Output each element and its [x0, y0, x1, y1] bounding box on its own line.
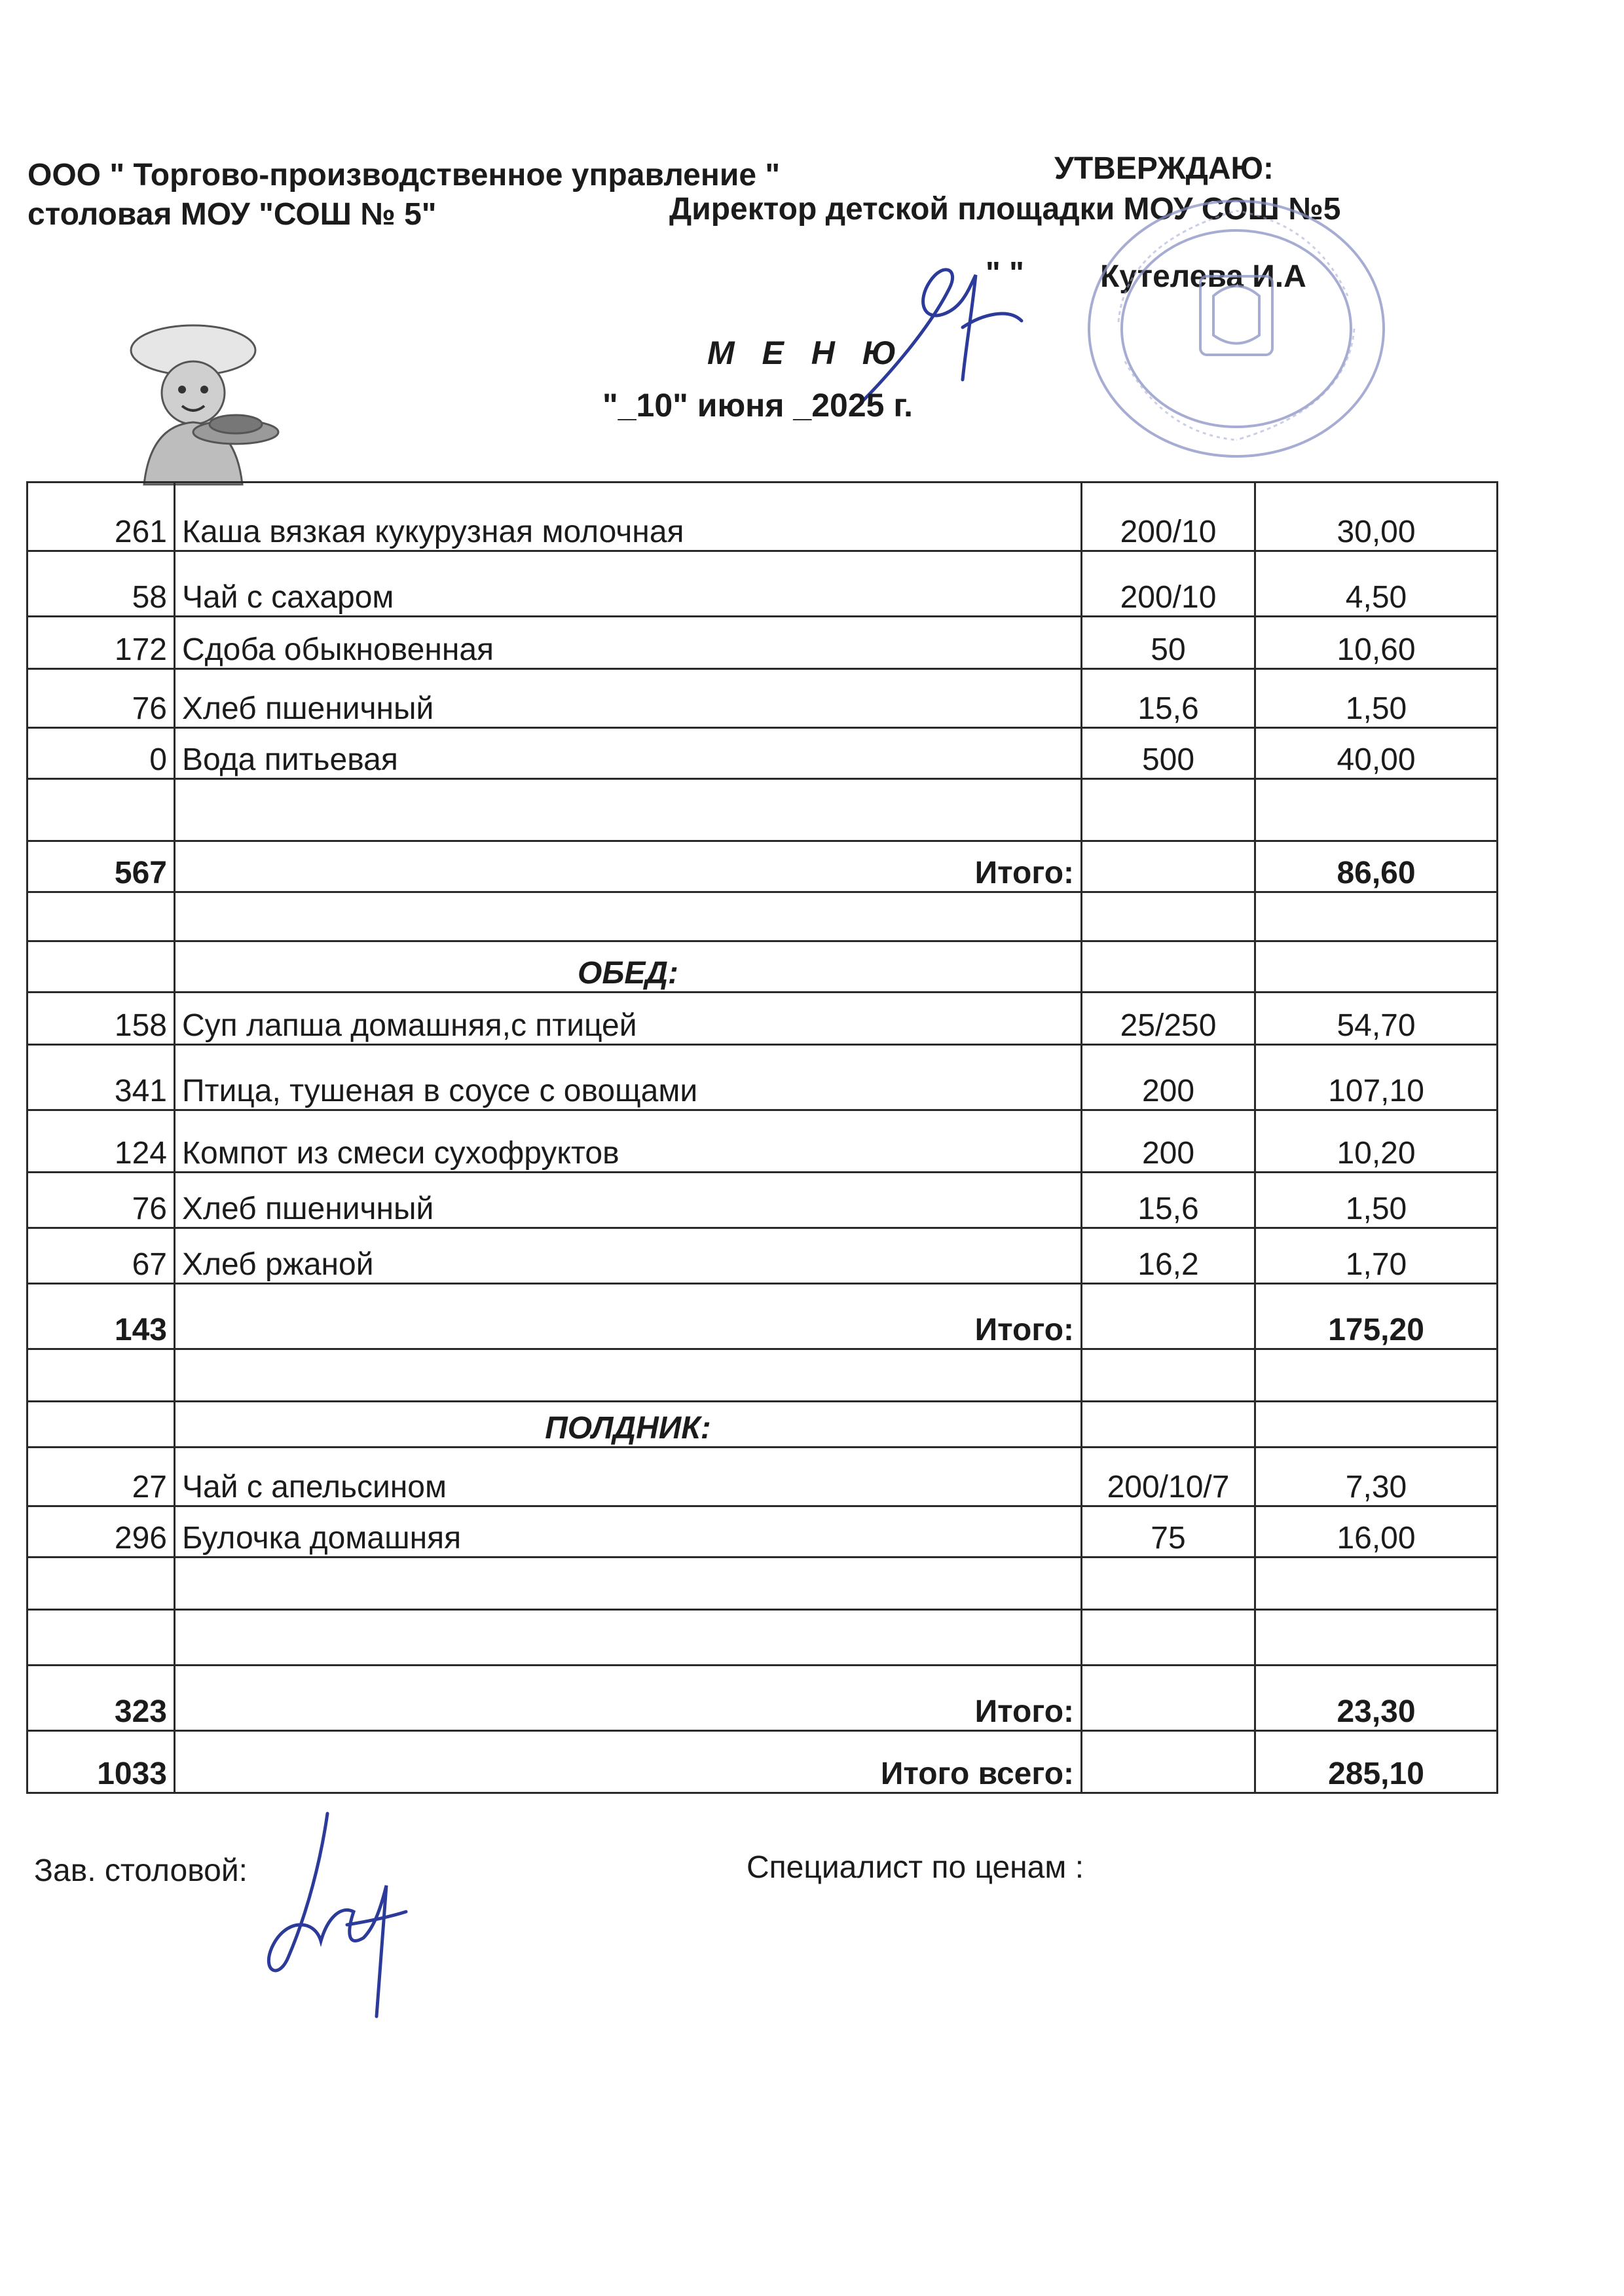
dish-code: 158: [28, 993, 175, 1045]
table-row: [28, 1228, 1498, 1284]
snack-total-row: [28, 1666, 1498, 1731]
menu-title: М Е Н Ю: [707, 335, 906, 371]
dish-weight: 200: [1082, 1045, 1255, 1110]
grand-total-code: 1033: [28, 1731, 175, 1793]
dish-code: 124: [28, 1110, 175, 1173]
dish-price: 10,20: [1255, 1110, 1498, 1173]
section-heading-row: [28, 1402, 1498, 1448]
dish-price: 4,50: [1255, 551, 1498, 617]
dish-name: Компот из смеси сухофруктов: [175, 1110, 1082, 1173]
dish-price: 1,70: [1255, 1228, 1498, 1284]
dish-code: 296: [28, 1506, 175, 1558]
dish-name: Сдоба обыкновенная: [175, 617, 1082, 669]
dish-weight: 200/10: [1082, 551, 1255, 617]
canteen-head-signature: [249, 1807, 419, 2023]
table-row: [28, 669, 1498, 728]
total-code: 323: [28, 1666, 175, 1731]
dish-code: 67: [28, 1228, 175, 1284]
table-row: [28, 1448, 1498, 1506]
dish-name: Хлеб пшеничный: [175, 1173, 1082, 1228]
dish-name: Суп лапша домашняя,с птицей: [175, 993, 1082, 1045]
dish-price: 54,70: [1255, 993, 1498, 1045]
dish-price: 107,10: [1255, 1045, 1498, 1110]
table-row: [28, 993, 1498, 1045]
table-row: [28, 1173, 1498, 1228]
dish-price: 1,50: [1255, 1173, 1498, 1228]
table-row: [28, 483, 1498, 551]
approval-label: УТВЕРЖДАЮ:: [1054, 151, 1274, 186]
menu-table: [26, 481, 1498, 1794]
menu-date: "_10" июня _2025 г.: [602, 387, 913, 424]
grand-total-row: [28, 1731, 1498, 1793]
dish-code: 27: [28, 1448, 175, 1506]
total-label: Итого:: [175, 841, 1082, 892]
dish-weight: 50: [1082, 617, 1255, 669]
director-title: Директор детской площадки МОУ СОШ №5: [669, 192, 1341, 227]
table-row: [28, 1110, 1498, 1173]
empty-row: [28, 1610, 1498, 1666]
total-label: Итого:: [175, 1666, 1082, 1731]
dish-code: 58: [28, 551, 175, 617]
dish-name: Чай с апельсином: [175, 1448, 1082, 1506]
empty-row: [28, 779, 1498, 841]
table-row: [28, 1506, 1498, 1558]
total-value: 86,60: [1255, 841, 1498, 892]
table-row: [28, 1045, 1498, 1110]
chef-illustration: [98, 321, 288, 491]
grand-total-label: Итого всего:: [175, 1731, 1082, 1793]
dish-code: 0: [28, 728, 175, 779]
total-label: Итого:: [175, 1284, 1082, 1349]
total-value: 23,30: [1255, 1666, 1498, 1731]
dish-price: 30,00: [1255, 483, 1498, 551]
dish-code: 76: [28, 1173, 175, 1228]
lunch-total-row: [28, 1284, 1498, 1349]
dish-weight: 15,6: [1082, 669, 1255, 728]
dish-code: 76: [28, 669, 175, 728]
dish-weight: 200: [1082, 1110, 1255, 1173]
total-code: 143: [28, 1284, 175, 1349]
dish-name: Вода питьевая: [175, 728, 1082, 779]
approval-date-blank: " ": [986, 256, 1024, 291]
table-row: [28, 617, 1498, 669]
canteen-head-label: Зав. столовой:: [34, 1853, 248, 1888]
dish-weight: 25/250: [1082, 993, 1255, 1045]
dish-name: Птица, тушеная в соусе с овощами: [175, 1045, 1082, 1110]
dish-code: 341: [28, 1045, 175, 1110]
dish-weight: 500: [1082, 728, 1255, 779]
snack-heading: ПОЛДНИК:: [175, 1402, 1082, 1448]
table-row: [28, 551, 1498, 617]
grand-total-value: 285,10: [1255, 1731, 1498, 1793]
empty-row: [28, 1349, 1498, 1402]
total-code: 567: [28, 841, 175, 892]
dish-weight: 200/10/7: [1082, 1448, 1255, 1506]
breakfast-total-row: [28, 841, 1498, 892]
dish-weight: 16,2: [1082, 1228, 1255, 1284]
section-heading-row: [28, 941, 1498, 993]
empty-row: [28, 1558, 1498, 1610]
dish-price: 16,00: [1255, 1506, 1498, 1558]
dish-price: 1,50: [1255, 669, 1498, 728]
empty-row: [28, 892, 1498, 941]
dish-weight: 75: [1082, 1506, 1255, 1558]
price-specialist-label: Специалист по ценам :: [747, 1850, 1084, 1885]
dish-name: Булочка домашняя: [175, 1506, 1082, 1558]
official-stamp: [1079, 191, 1393, 466]
dish-price: 40,00: [1255, 728, 1498, 779]
dish-price: 10,60: [1255, 617, 1498, 669]
total-value: 175,20: [1255, 1284, 1498, 1349]
director-name: Кутелева И.А: [1100, 259, 1306, 294]
organization-line-2: столовая МОУ "СОШ № 5": [28, 197, 437, 232]
dish-name: Хлеб ржаной: [175, 1228, 1082, 1284]
organization-line-1: ООО " Торгово-производственное управление ": [28, 158, 781, 192]
dish-name: Каша вязкая кукурузная молочная: [175, 483, 1082, 551]
dish-weight: 200/10: [1082, 483, 1255, 551]
lunch-heading: ОБЕД:: [175, 941, 1082, 993]
dish-price: 7,30: [1255, 1448, 1498, 1506]
table-row: [28, 728, 1498, 779]
dish-code: 172: [28, 617, 175, 669]
dish-weight: 15,6: [1082, 1173, 1255, 1228]
dish-name: Хлеб пшеничный: [175, 669, 1082, 728]
dish-name: Чай с сахаром: [175, 551, 1082, 617]
dish-code: 261: [28, 483, 175, 551]
